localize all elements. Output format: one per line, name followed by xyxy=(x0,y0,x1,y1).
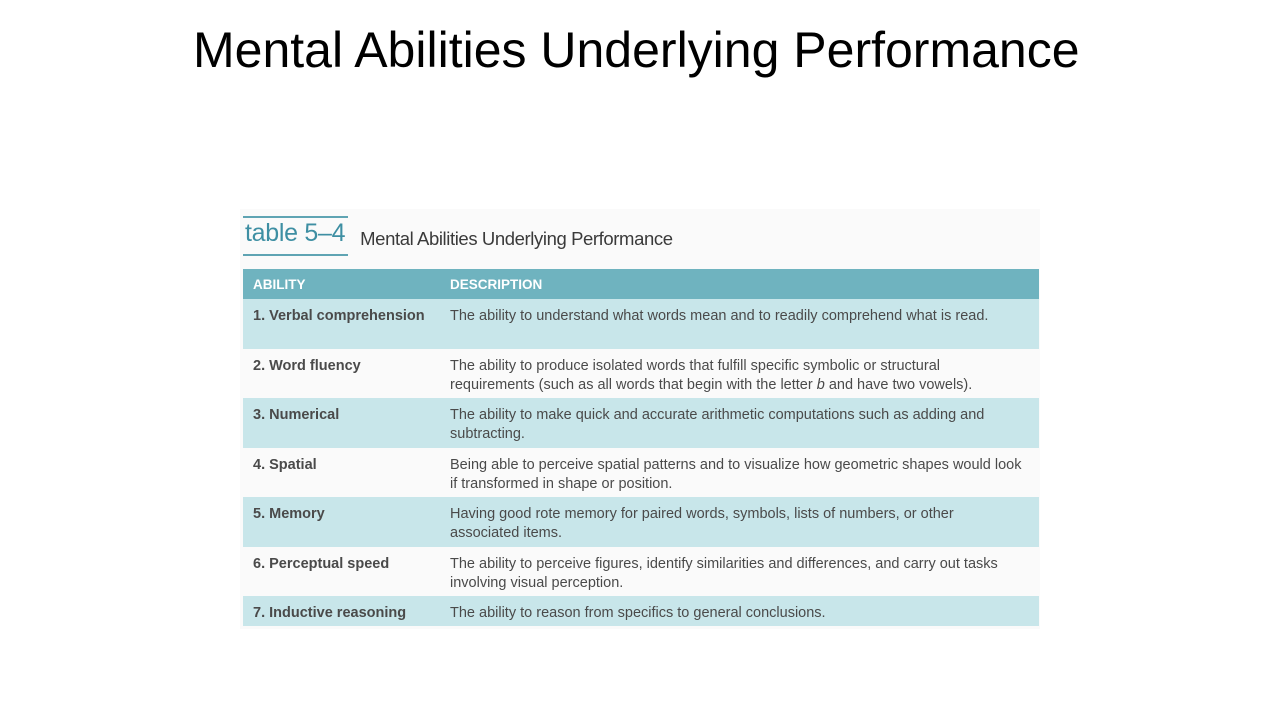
table-header xyxy=(243,269,1039,299)
table-caption-text: Mental Abilities Underlying Performance xyxy=(360,228,673,249)
ability-cell: 3. Numerical xyxy=(253,407,340,423)
description-cell: Being able to perceive spatial patterns and to visualize how geometric shapes would look if transformed in shape or position. xyxy=(450,456,1022,492)
description-cell: The ability to perceive figures, identify similarities and differences, and carry out tasks involving visual perception. xyxy=(450,555,998,591)
ability-cell: 7. Inductive reasoning xyxy=(253,605,407,621)
table-number: table 5–4 xyxy=(243,216,348,256)
table-row xyxy=(243,448,1039,498)
ability-cell: 6. Perceptual speed xyxy=(253,555,390,572)
table-row xyxy=(243,547,1039,597)
ability-cell: 1. Verbal comprehension xyxy=(253,308,425,324)
ability-cell: 5. Memory xyxy=(253,506,325,522)
ability-cell: 4. Spatial xyxy=(253,456,317,473)
description-cell: The ability to understand what words mean and to readily comprehend what is read. xyxy=(450,308,989,324)
ability-cell: 2. Word fluency xyxy=(253,357,361,374)
table-figure xyxy=(240,209,1040,629)
description-cell xyxy=(450,357,1039,399)
table-row xyxy=(243,349,1039,399)
table-row xyxy=(243,299,1039,349)
description-italic-letter: b xyxy=(816,376,825,393)
table-row xyxy=(243,596,1039,626)
description-cell: Having good rote memory for paired words, symbols, lists of numbers, or other associated items. xyxy=(450,506,954,541)
description-text: and have two vowels). xyxy=(824,376,973,393)
abilities-table xyxy=(243,269,1039,626)
table-caption xyxy=(243,214,673,256)
column-header-ability: ABILITY xyxy=(253,276,306,292)
description-cell: The ability to make quick and accurate arithmetic computations such as adding and subtracting. xyxy=(450,407,985,442)
slide-title: Mental Abilities Underlying Performance xyxy=(193,22,1080,78)
table-row xyxy=(243,398,1039,448)
table-row xyxy=(243,497,1039,547)
description-text: The ability to produce isolated words that fulfill specific symbolic or structural requirements (such as all words that begin with the letter xyxy=(450,357,940,393)
description-cell: The ability to reason from specifics to general conclusions. xyxy=(450,605,826,621)
column-header-description: DESCRIPTION xyxy=(450,276,543,292)
